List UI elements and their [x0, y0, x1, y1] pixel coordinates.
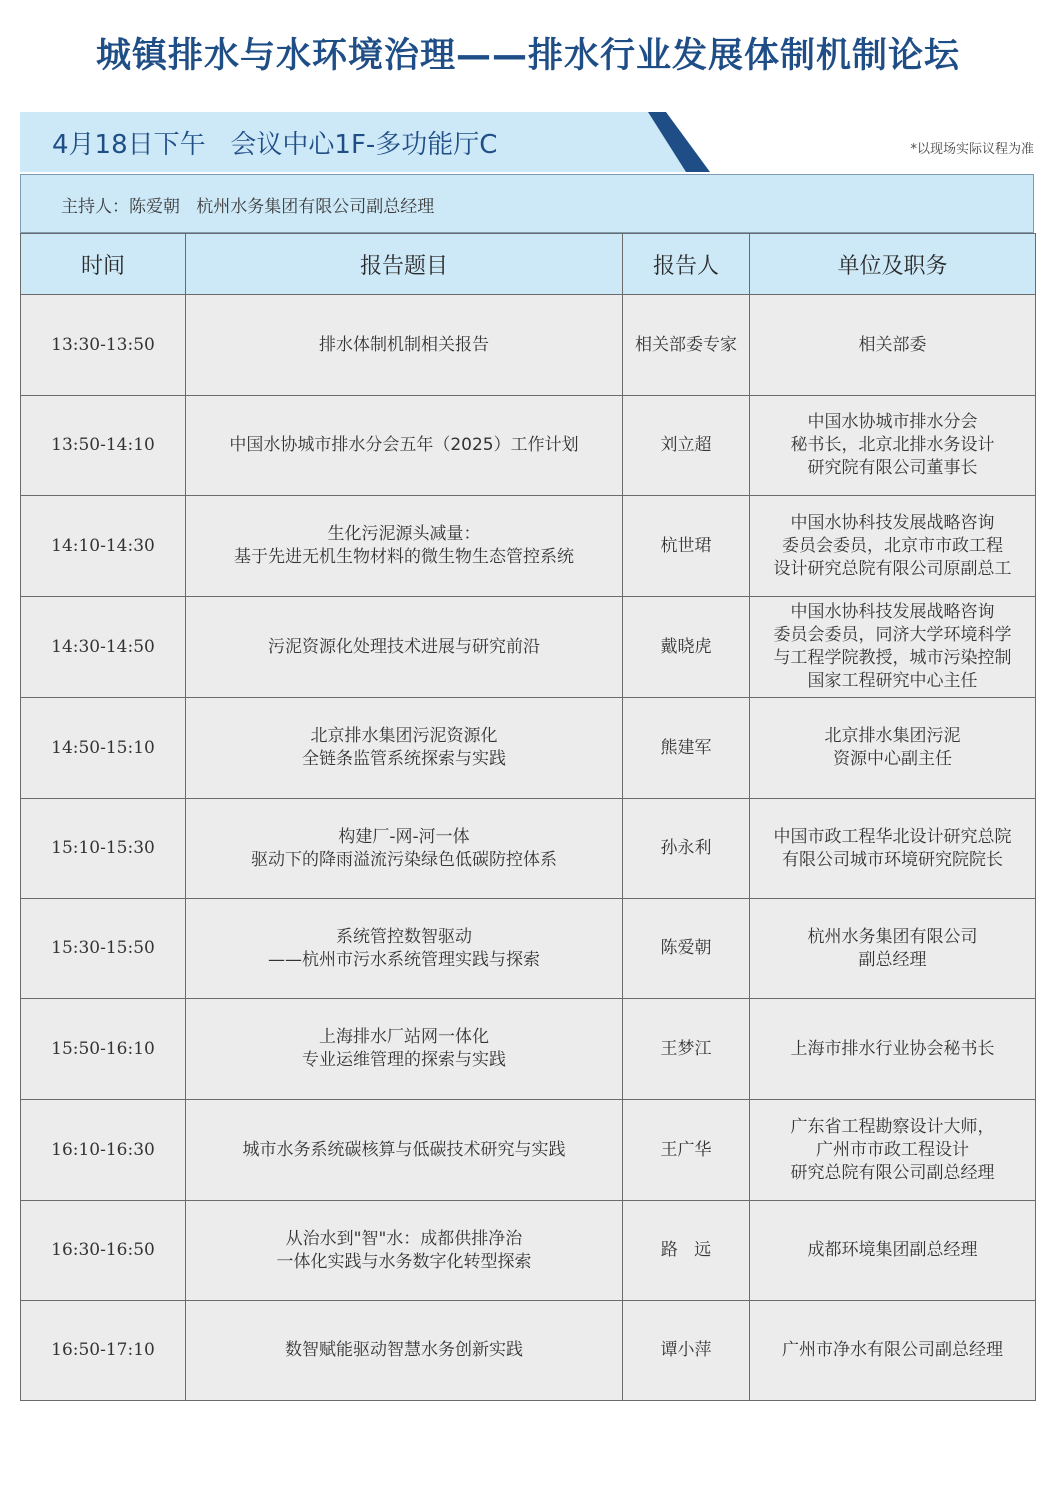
report-topic-line: 生化污泥源头减量：: [327, 524, 481, 544]
speaker-affiliation: [750, 999, 1036, 1100]
speaker-affiliation-line: 上海市排水行业协会秘书长: [790, 1038, 995, 1059]
table-row: [21, 799, 1036, 899]
session-time: 15:30-15:50: [21, 899, 186, 999]
report-topic: [186, 899, 623, 999]
speaker-affiliation: [750, 597, 1036, 698]
speaker-affiliation-line: 与工程学院教授，城市污染控制: [773, 648, 1012, 668]
report-topic-line: 基于先进无机生物材料的微生物生态管控系统: [234, 547, 574, 567]
table-row: [21, 999, 1036, 1100]
report-topic-line: 驱动下的降雨溢流污染绿色低碳防控体系: [251, 849, 557, 870]
speaker-affiliation-line: 广州市市政工程设计: [816, 1139, 969, 1160]
report-topic-line: 上海排水厂站网一体化: [319, 1027, 489, 1047]
report-topic-line: 系统管控数智驱动: [336, 926, 472, 947]
speaker-name: 王广华: [623, 1100, 750, 1201]
table-row: [21, 1301, 1036, 1401]
session-time: 16:10-16:30: [21, 1100, 186, 1201]
report-topic: [186, 1301, 623, 1401]
speaker-affiliation: [750, 496, 1036, 597]
report-topic-line: ——杭州市污水系统管理实践与探索: [268, 949, 540, 970]
speaker-affiliation-line: 成都环境集团副总经理: [807, 1240, 978, 1260]
speaker-name: 孙永利: [623, 799, 750, 899]
table-row: [21, 1201, 1036, 1301]
session-banner: [20, 112, 710, 172]
speaker-affiliation-line: 中国水协城市排水分会: [807, 412, 978, 432]
speaker-affiliation-line: 广州市净水有限公司副总经理: [782, 1340, 1003, 1360]
speaker-affiliation: [750, 1100, 1036, 1201]
speaker-name: 陈爱朝: [623, 899, 750, 999]
speaker-affiliation-line: 国家工程研究中心主任: [807, 671, 978, 691]
agenda-table: [20, 233, 1036, 1401]
report-topic-line: 全链条监管系统探索与实践: [302, 749, 506, 769]
table-row: [21, 899, 1036, 999]
speaker-affiliation: [750, 698, 1036, 799]
speaker-affiliation-line: 中国市政工程华北设计研究总院: [773, 826, 1012, 847]
speaker-name: 熊建军: [623, 698, 750, 799]
session-info: 4月18日下午 会议中心1F-多功能厅C: [52, 130, 498, 160]
session-time: 14:30-14:50: [21, 597, 186, 698]
report-topic: [186, 698, 623, 799]
report-topic: [186, 799, 623, 899]
host-bar: [20, 174, 1034, 233]
speaker-affiliation: [750, 899, 1036, 999]
speaker-affiliation: [750, 396, 1036, 496]
session-time: 15:10-15:30: [21, 799, 186, 899]
report-topic-line: 城市水务系统碳核算与低碳技术研究与实践: [242, 1139, 566, 1160]
speaker-affiliation-line: 中国水协科技发展战略咨询: [790, 602, 995, 622]
report-topic: [186, 1201, 623, 1301]
session-time: 15:50-16:10: [21, 999, 186, 1100]
column-header-org: 单位及职务: [750, 234, 1036, 295]
speaker-affiliation-line: 委员会委员，北京市市政工程: [782, 535, 1003, 556]
report-topic-line: 排水体制机制相关报告: [319, 334, 489, 355]
speaker-affiliation-line: 北京排水集团污泥: [824, 726, 961, 746]
report-topic-line: 专业运维管理的探索与实践: [302, 1050, 506, 1070]
session-time: 13:50-14:10: [21, 396, 186, 496]
agenda-body: [21, 295, 1036, 1401]
report-topic-line: 数智赋能驱动智慧水务创新实践: [285, 1340, 523, 1360]
speaker-affiliation: [750, 1201, 1036, 1301]
table-row: [21, 496, 1036, 597]
report-topic-line: 北京排水集团污泥资源化: [310, 726, 498, 746]
speaker-name: 谭小萍: [623, 1301, 750, 1401]
session-time: 16:30-16:50: [21, 1201, 186, 1301]
speaker-affiliation: [750, 799, 1036, 899]
column-header-topic: 报告题目: [186, 234, 623, 295]
page-title: 城镇排水与水环境治理——排水行业发展体制机制论坛: [95, 36, 960, 76]
session-time: 14:10-14:30: [21, 496, 186, 597]
speaker-affiliation-line: 秘书长，北京北排水务设计: [790, 435, 995, 455]
speaker-affiliation-line: 杭州水务集团有限公司: [807, 926, 978, 947]
report-topic: [186, 1100, 623, 1201]
report-topic: [186, 999, 623, 1100]
speaker-name: 王梦江: [623, 999, 750, 1100]
table-row: [21, 597, 1036, 698]
report-topic-line: 一体化实践与水务数字化转型探索: [276, 1251, 532, 1272]
report-topic: [186, 295, 623, 396]
report-topic-line: 污泥资源化处理技术进展与研究前沿: [268, 636, 540, 657]
table-row: [21, 295, 1036, 396]
speaker-affiliation-line: 研究总院有限公司副总经理: [790, 1162, 995, 1183]
table-row: [21, 1100, 1036, 1201]
report-topic: [186, 597, 623, 698]
speaker-name: 杭世珺: [623, 496, 750, 597]
report-topic: [186, 496, 623, 597]
speaker-name: 相关部委专家: [623, 295, 750, 396]
column-header-speaker: 报告人: [623, 234, 750, 295]
table-header-row: [21, 234, 1036, 295]
table-row: [21, 396, 1036, 496]
speaker-affiliation-line: 委员会委员，同济大学环境科学: [773, 625, 1012, 645]
host-info: 主持人：陈爱朝 杭州水务集团有限公司副总经理: [61, 197, 435, 217]
speaker-name: 戴晓虎: [623, 597, 750, 698]
speaker-affiliation-line: 设计研究总院有限公司原副总工: [773, 558, 1012, 579]
report-topic: [186, 396, 623, 496]
speaker-affiliation: [750, 1301, 1036, 1401]
speaker-affiliation-line: 相关部委: [858, 334, 927, 355]
column-header-time: 时间: [21, 234, 186, 295]
speaker-name: 路 远: [623, 1201, 750, 1301]
speaker-affiliation-line: 副总经理: [858, 949, 927, 970]
session-time: 14:50-15:10: [21, 698, 186, 799]
speaker-affiliation-line: 有限公司城市环境研究院院长: [782, 849, 1003, 870]
speaker-affiliation-line: 广东省工程勘察设计大师，: [790, 1116, 995, 1137]
session-time: 16:50-17:10: [21, 1301, 186, 1401]
table-row: [21, 698, 1036, 799]
speaker-affiliation-line: 研究院有限公司董事长: [807, 458, 978, 478]
session-time: 13:30-13:50: [21, 295, 186, 396]
agenda-note: *以现场实际议程为准: [910, 142, 1034, 157]
report-topic-line: 中国水协城市排水分会五年（2025）工作计划: [229, 435, 579, 455]
report-topic-line: 从治水到"智"水：成都供排净治: [285, 1228, 523, 1249]
report-topic-line: 构建厂-网-河一体: [338, 826, 470, 847]
speaker-affiliation-line: 中国水协科技发展战略咨询: [790, 512, 995, 533]
speaker-affiliation: [750, 295, 1036, 396]
speaker-affiliation-line: 资源中心副主任: [833, 749, 952, 769]
speaker-name: 刘立超: [623, 396, 750, 496]
